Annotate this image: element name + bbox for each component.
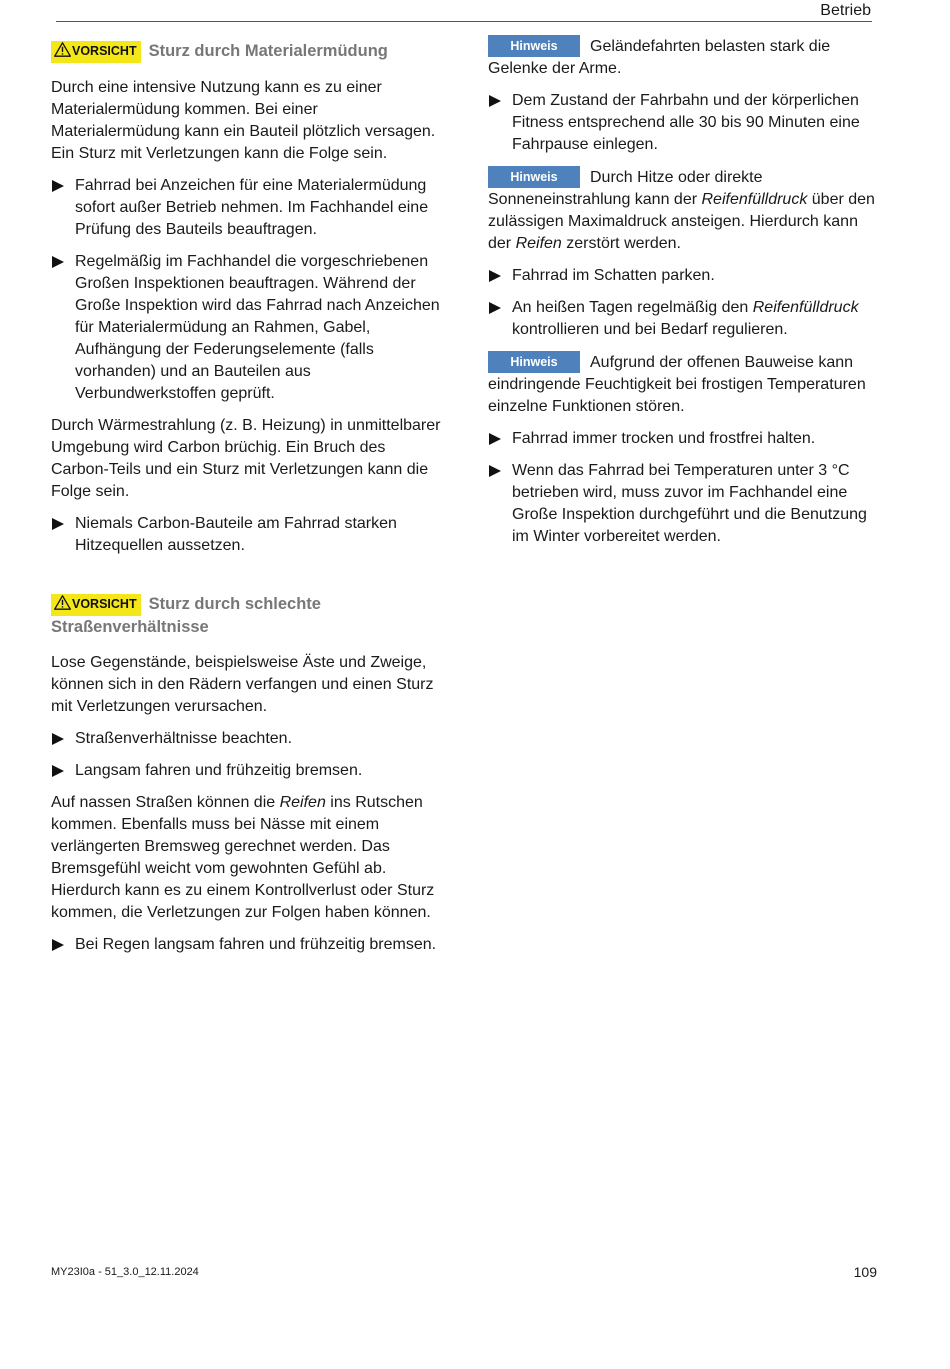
header-rule bbox=[56, 21, 872, 22]
warning-title: Sturz durch schlechte Straßenverhältnisse bbox=[51, 595, 321, 636]
note-paragraph: Hinweis Durch Hitze oder direkte Sonneneinstrahlung kann der Reifenfülldruck über den zulässigen Maximaldruck ansteigen. Hierdurch kann der Reifen zerstört werden. bbox=[488, 166, 880, 255]
caution-badge: VORSICHT bbox=[51, 594, 141, 616]
arrow-bullet-icon bbox=[52, 180, 64, 192]
instruction-item: Niemals Carbon-Bauteile am Fahrrad starken Hitzequellen aussetzen. bbox=[51, 513, 443, 557]
caution-badge: VORSICHT bbox=[51, 41, 141, 63]
instruction-item: An heißen Tagen regelmäßig den Reifenfülldruck kontrollieren und bei Bedarf regulieren. bbox=[488, 297, 880, 341]
arrow-bullet-icon bbox=[489, 465, 501, 477]
arrow-bullet-icon bbox=[489, 270, 501, 282]
warning-heading-road-conditions bbox=[51, 593, 443, 638]
instruction-item: Fahrrad im Schatten parken. bbox=[488, 265, 880, 287]
warning-title: Sturz durch Materialermüdung bbox=[148, 42, 388, 60]
instruction-item: Langsam fahren und frühzeitig bremsen. bbox=[51, 760, 443, 782]
arrow-bullet-icon bbox=[52, 518, 64, 530]
paragraph: Auf nassen Straßen können die Reifen ins Rutschen kommen. Ebenfalls muss bei Nässe mit einem verlängerten Bremsweg gerechnet werden. Das Bremsgefühl weicht vom gewohnten Gefühl ab. Hierdurch kann es zu einem Kontrollverlust oder Sturz kommen, die Verletzungen zur Folgen haben können. bbox=[51, 794, 435, 921]
right-column bbox=[488, 35, 880, 558]
warning-heading-material-fatigue bbox=[51, 40, 443, 63]
instruction-item: Regelmäßig im Fachhandel die vorgeschriebenen Großen Inspektionen beauftragen. Während der Große Inspektion wird das Fahrrad nach Anzeichen für Materialermüdung an Rahmen, Gabel, Aufhängung der Federungselemente (falls vorhanden) und an Bauteilen aus Verbundwerkstoffen geprüft. bbox=[51, 251, 443, 405]
paragraph: Lose Gegenstände, beispielsweise Äste und Zweige, können sich in den Rädern verfangen und einen Sturz mit Verletzungen verursachen. bbox=[51, 654, 434, 715]
instruction-item: Wenn das Fahrrad bei Temperaturen unter 3 °C betrieben wird, muss zuvor im Fachhandel eine Große Inspektion durchgeführt und die Benutzung im Winter vorbereitet werden. bbox=[488, 460, 880, 548]
section-title: Betrieb bbox=[820, 2, 871, 19]
arrow-bullet-icon bbox=[489, 302, 501, 314]
instruction-item: Straßenverhältnisse beachten. bbox=[51, 728, 443, 750]
instruction-item: Dem Zustand der Fahrbahn und der körperlichen Fitness entsprechend alle 30 bis 90 Minuten eine Fahrpause einlegen. bbox=[488, 90, 880, 156]
note-paragraph: Hinweis Geländefahrten belasten stark die Gelenke der Arme. bbox=[488, 35, 880, 80]
arrow-bullet-icon bbox=[489, 95, 501, 107]
warning-triangle-icon bbox=[54, 595, 71, 615]
arrow-bullet-icon bbox=[52, 733, 64, 745]
left-column bbox=[51, 40, 443, 966]
arrow-bullet-icon bbox=[489, 433, 501, 445]
paragraph: Durch eine intensive Nutzung kann es zu einer Materialermüdung kommen. Bei einer Materialermüdung kann ein Bauteil plötzlich versagen. Ein Sturz mit Verletzungen kann die Folge sein. bbox=[51, 79, 436, 162]
arrow-bullet-icon bbox=[52, 256, 64, 268]
paragraph: Durch Wärmestrahlung (z. B. Heizung) in unmittelbarer Umgebung wird Carbon brüchig. Ein Bruch des Carbon-Teils und ein Sturz mit Verletzungen kann die Folge sein. bbox=[51, 417, 441, 500]
page-number: 109 bbox=[853, 1264, 877, 1280]
warning-triangle-icon bbox=[54, 42, 71, 62]
document-id: MY23I0a - 51_3.0_12.11.2024 bbox=[51, 1266, 199, 1278]
note-badge: Hinweis bbox=[488, 35, 580, 57]
instruction-item: Fahrrad immer trocken und frostfrei halten. bbox=[488, 428, 880, 450]
instruction-item: Fahrrad bei Anzeichen für eine Materialermüdung sofort außer Betrieb nehmen. Im Fachhandel eine Prüfung des Bauteils beauftragen. bbox=[51, 175, 443, 241]
note-badge: Hinweis bbox=[488, 166, 580, 188]
note-badge: Hinweis bbox=[488, 351, 580, 373]
arrow-bullet-icon bbox=[52, 939, 64, 951]
note-paragraph: Hinweis Aufgrund der offenen Bauweise kann eindringende Feuchtigkeit bei frostigen Temperaturen einzelne Funktionen stören. bbox=[488, 351, 880, 418]
instruction-item: Bei Regen langsam fahren und frühzeitig bremsen. bbox=[51, 934, 443, 956]
arrow-bullet-icon bbox=[52, 765, 64, 777]
